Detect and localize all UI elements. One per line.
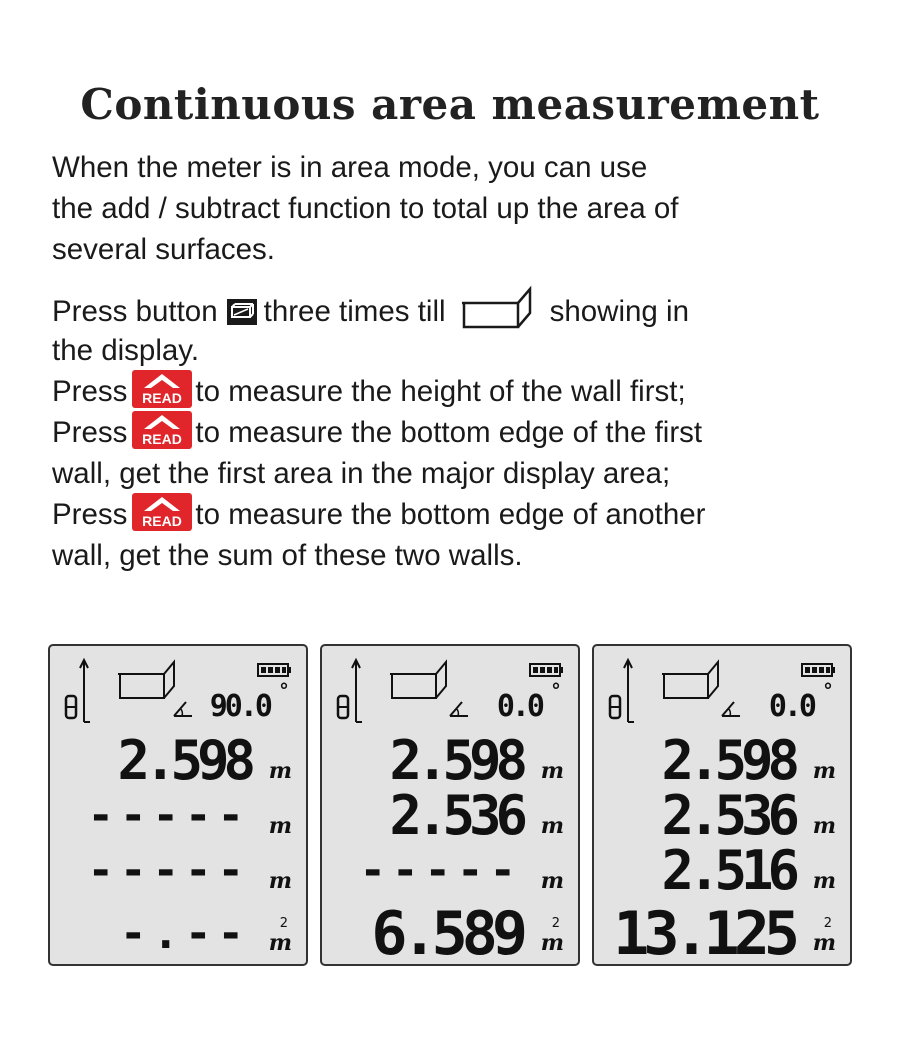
battery-icon bbox=[530, 664, 563, 676]
tilt-angle-icon bbox=[450, 702, 468, 716]
lcd-display-1 bbox=[48, 644, 308, 966]
wall-area-icon bbox=[460, 283, 536, 331]
rear-reference-icon bbox=[610, 660, 634, 722]
tilt-angle-icon bbox=[174, 702, 192, 716]
measurement-row-1: 2.598 bbox=[117, 729, 250, 792]
measurement-row-2: 2.536 bbox=[661, 784, 794, 847]
unit-label: m bbox=[268, 868, 292, 894]
press-text: Press bbox=[52, 375, 128, 408]
measurement-row-3: ----- bbox=[87, 845, 250, 896]
measurement-row-3: ----- bbox=[359, 845, 522, 896]
intro-line-3: several surfaces. bbox=[52, 233, 275, 266]
tilt-angle-icon bbox=[722, 702, 740, 716]
unit-label: m bbox=[540, 868, 564, 894]
instruction-text: to measure the bottom edge of another bbox=[195, 498, 706, 531]
instruction-line-4 bbox=[52, 412, 852, 453]
area-unit-superscript: 2 bbox=[823, 916, 832, 931]
lcd-display-2 bbox=[320, 644, 580, 966]
degree-symbol: ° bbox=[552, 680, 560, 702]
tilt-angle-value: 90.0 bbox=[209, 689, 270, 724]
area-total: 13.125 bbox=[613, 899, 794, 966]
read-button-icon bbox=[131, 410, 193, 450]
area-unit-superscript: 2 bbox=[279, 916, 288, 931]
press-text: Press bbox=[52, 416, 128, 449]
instruction-line-7: wall, get the sum of these two walls. bbox=[52, 539, 523, 572]
degree-symbol: ° bbox=[824, 680, 832, 702]
instruction-line-1 bbox=[52, 289, 852, 330]
read-label: READ bbox=[142, 431, 183, 448]
area-total: -.-- bbox=[120, 908, 250, 959]
instruction-text: three times till bbox=[263, 294, 446, 328]
press-text: Press bbox=[52, 498, 128, 531]
wall-area-icon bbox=[390, 662, 446, 698]
instruction-line-6 bbox=[52, 494, 852, 535]
intro-line-1: When the meter is in area mode, you can use bbox=[52, 151, 648, 184]
unit-label: m bbox=[268, 813, 292, 839]
wall-area-icon bbox=[662, 662, 718, 698]
wall-area-icon bbox=[118, 662, 174, 698]
area-unit-label: m bbox=[268, 930, 292, 956]
battery-icon bbox=[802, 664, 835, 676]
instruction-text: showing in bbox=[549, 294, 689, 328]
instruction-text: to measure the bottom edge of the first bbox=[195, 416, 703, 449]
read-button-icon bbox=[131, 492, 193, 532]
tilt-angle-value: 0.0 bbox=[768, 689, 814, 724]
lcd-display-3 bbox=[592, 644, 852, 966]
measurement-row-1: 2.598 bbox=[661, 729, 794, 792]
instruction-line-3 bbox=[52, 371, 852, 412]
unit-label: m bbox=[540, 758, 564, 784]
instruction-line-5: wall, get the first area in the major display area; bbox=[52, 457, 671, 490]
instructions-paragraph bbox=[52, 289, 852, 576]
page-title: Continuous area measurement bbox=[80, 80, 820, 129]
read-button-icon bbox=[131, 369, 193, 409]
read-label: READ bbox=[142, 513, 183, 530]
instruction-line-2: the display. bbox=[52, 334, 200, 367]
battery-icon bbox=[258, 664, 291, 676]
degree-symbol: ° bbox=[280, 680, 288, 702]
measurement-row-1: 2.598 bbox=[389, 729, 522, 792]
rear-reference-icon bbox=[338, 660, 362, 722]
rear-reference-icon bbox=[66, 660, 90, 722]
area-unit-label: m bbox=[812, 930, 836, 956]
area-total: 6.589 bbox=[371, 899, 522, 966]
lcd-displays bbox=[48, 644, 854, 970]
unit-label: m bbox=[268, 758, 292, 784]
unit-label: m bbox=[812, 758, 836, 784]
measurement-row-2: ----- bbox=[87, 790, 250, 841]
unit-label: m bbox=[812, 813, 836, 839]
measurement-row-2: 2.536 bbox=[389, 784, 522, 847]
instruction-text: Press button bbox=[52, 294, 218, 328]
instruction-text: to measure the height of the wall first; bbox=[195, 375, 686, 408]
intro-line-2: the add / subtract function to total up the area of bbox=[52, 192, 679, 225]
intro-paragraph bbox=[52, 147, 852, 270]
measurement-row-3: 2.516 bbox=[661, 839, 794, 902]
tilt-angle-value: 0.0 bbox=[496, 689, 542, 724]
unit-label: m bbox=[812, 868, 836, 894]
area-unit-label: m bbox=[540, 930, 564, 956]
area-unit-superscript: 2 bbox=[551, 916, 560, 931]
unit-label: m bbox=[540, 813, 564, 839]
read-label: READ bbox=[142, 390, 183, 407]
area-mode-button-icon bbox=[226, 296, 258, 324]
